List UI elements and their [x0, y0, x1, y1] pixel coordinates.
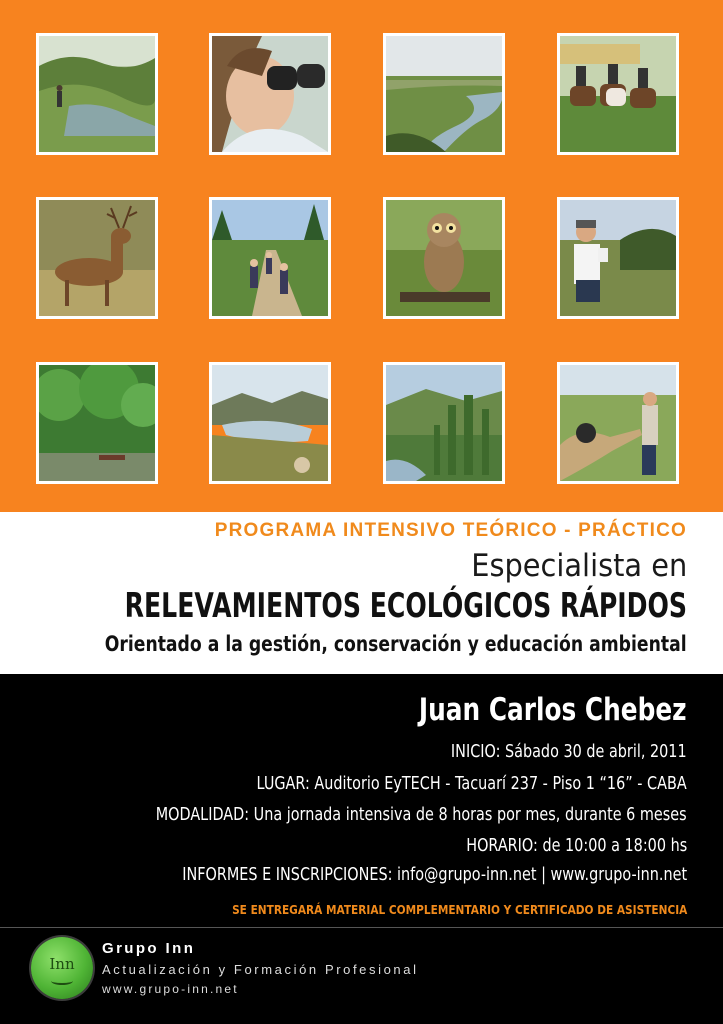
program-eyebrow: PROGRAMA INTENSIVO TEÓRICO - PRÁCTICO	[214, 520, 687, 541]
photo-field-instruction	[557, 362, 679, 484]
grupo-inn-logo	[31, 937, 93, 999]
photo-cactus-valley	[383, 362, 505, 484]
photo-hikers-trail	[209, 197, 331, 319]
photo-woman-binoculars	[209, 33, 331, 155]
photo-mountain-lake	[209, 362, 331, 484]
photo-river-wetland	[383, 33, 505, 155]
photo-burrowing-owl	[383, 197, 505, 319]
modality: MODALIDAD: Una jornada intensiva de 8 horas por mes, durante 6 meses	[156, 804, 687, 825]
photo-stream-landscape	[36, 33, 158, 155]
logo-text: Inn	[49, 955, 75, 973]
photo-mangrove-river	[36, 362, 158, 484]
venue: LUGAR: Auditorio EyTECH - Tacuarí 237 - Piso 1 “16” - CABA	[256, 773, 687, 794]
title-section	[0, 512, 723, 674]
photo-field-researcher	[557, 197, 679, 319]
contact-info: INFORMES E INSCRIPCIONES: info@grupo-inn.net | www.grupo-inn.net	[182, 864, 687, 885]
speaker-name: Juan Carlos Chebez	[419, 692, 687, 728]
photo-deer	[36, 197, 158, 319]
course-subtitle: Orientado a la gestión, conservación y educación ambiental	[105, 632, 687, 656]
schedule: HORARIO: de 10:00 a 18:00 hs	[466, 835, 687, 856]
start-date: INICIO: Sábado 30 de abril, 2011	[451, 741, 687, 762]
brand-tagline: Actualización y Formación Profesional	[102, 962, 419, 977]
certificate-note: SE ENTREGARÁ MATERIAL COMPLEMENTARIO Y CERTIFICADO DE ASISTENCIA	[231, 903, 687, 917]
title-line-1: Especialista en	[471, 548, 687, 584]
website-link[interactable]: www.grupo-inn.net	[102, 982, 239, 996]
info-section	[0, 674, 723, 924]
footer-divider	[0, 927, 723, 928]
footer	[0, 924, 723, 1024]
course-title: RELEVAMIENTOS ECOLÓGICOS RÁPIDOS	[124, 586, 687, 626]
logo-swoosh-icon	[51, 977, 73, 985]
photo-horse-riders	[557, 33, 679, 155]
brand-name: Grupo Inn	[102, 940, 196, 957]
